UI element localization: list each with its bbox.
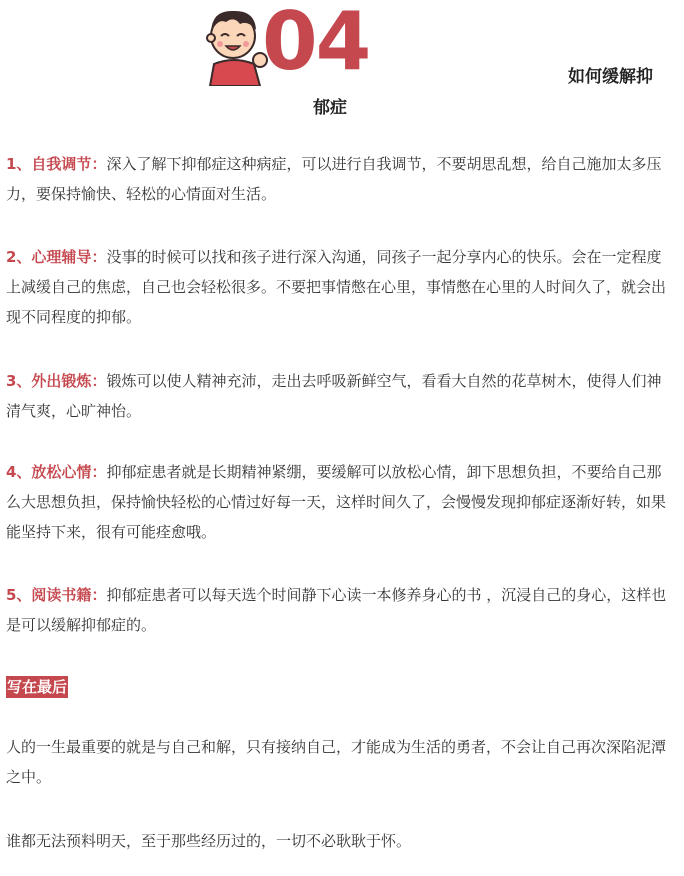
tip-lead: 1、自我调节： — [6, 155, 107, 173]
tip-lead: 2、心理辅导： — [6, 248, 107, 266]
tip-text: 深入了解下抑郁症这种病症，可以进行自我调节，不要胡思乱想，给自己施加太多压力，要保持愉快、轻松的心情面对生活。 — [6, 155, 662, 203]
tip-item-5 — [6, 580, 674, 640]
tip-item-4 — [6, 457, 674, 547]
tip-item-2 — [6, 242, 674, 332]
tip-text: 抑郁症患者可以每天选个时间静下心读一本修养身心的书 ，沉浸自己的身心，这样也是可以缓解抑郁症的。 — [6, 586, 667, 634]
cartoon-boy-icon — [200, 2, 268, 86]
tip-lead: 4、放松心情： — [6, 463, 107, 481]
tip-lead: 3、外出锻炼： — [6, 372, 107, 390]
tip-lead: 5、阅读书籍： — [6, 586, 107, 604]
closing-heading: 写在最后 — [7, 678, 68, 696]
tip-item-3 — [6, 366, 674, 426]
section-header — [0, 0, 684, 125]
tip-text: 锻炼可以使人精神充沛，走出去呼吸新鲜空气，看看大自然的花草树木，使得人们神清气爽，心旷神怡。 — [6, 372, 662, 420]
tip-text: 没事的时候可以找和孩子进行深入沟通，同孩子一起分享内心的快乐。会在一定程度上减缓自己的焦虑，自己也会轻松很多。不要把事情憋在心里，事情憋在心里的人时间久了，就会出现不同程度的抑郁。 — [6, 248, 667, 326]
section-title-part-2: 郁症 — [313, 98, 347, 118]
section-title-part-1: 如何缓解抑 — [568, 67, 653, 87]
tip-item-1 — [6, 149, 674, 209]
closing-paragraph-2: 谁都无法预料明天，至于那些经历过的，一切不必耿耿于怀。 — [6, 832, 412, 850]
tip-text: 抑郁症患者就是长期精神紧绷，要缓解可以放松心情，卸下思想负担，不要给自己那么大思想负担，保持愉快轻松的心情过好每一天，这样时间久了，会慢慢发现抑郁症逐渐好转，如果能坚持下来，很有可能痊愈哦。 — [6, 463, 667, 541]
section-number: 04 — [262, 0, 370, 88]
closing-paragraph-1: 人的一生最重要的就是与自己和解，只有接纳自己，才能成为生活的勇者，不会让自己再次深陷泥潭之中。 — [6, 738, 667, 786]
